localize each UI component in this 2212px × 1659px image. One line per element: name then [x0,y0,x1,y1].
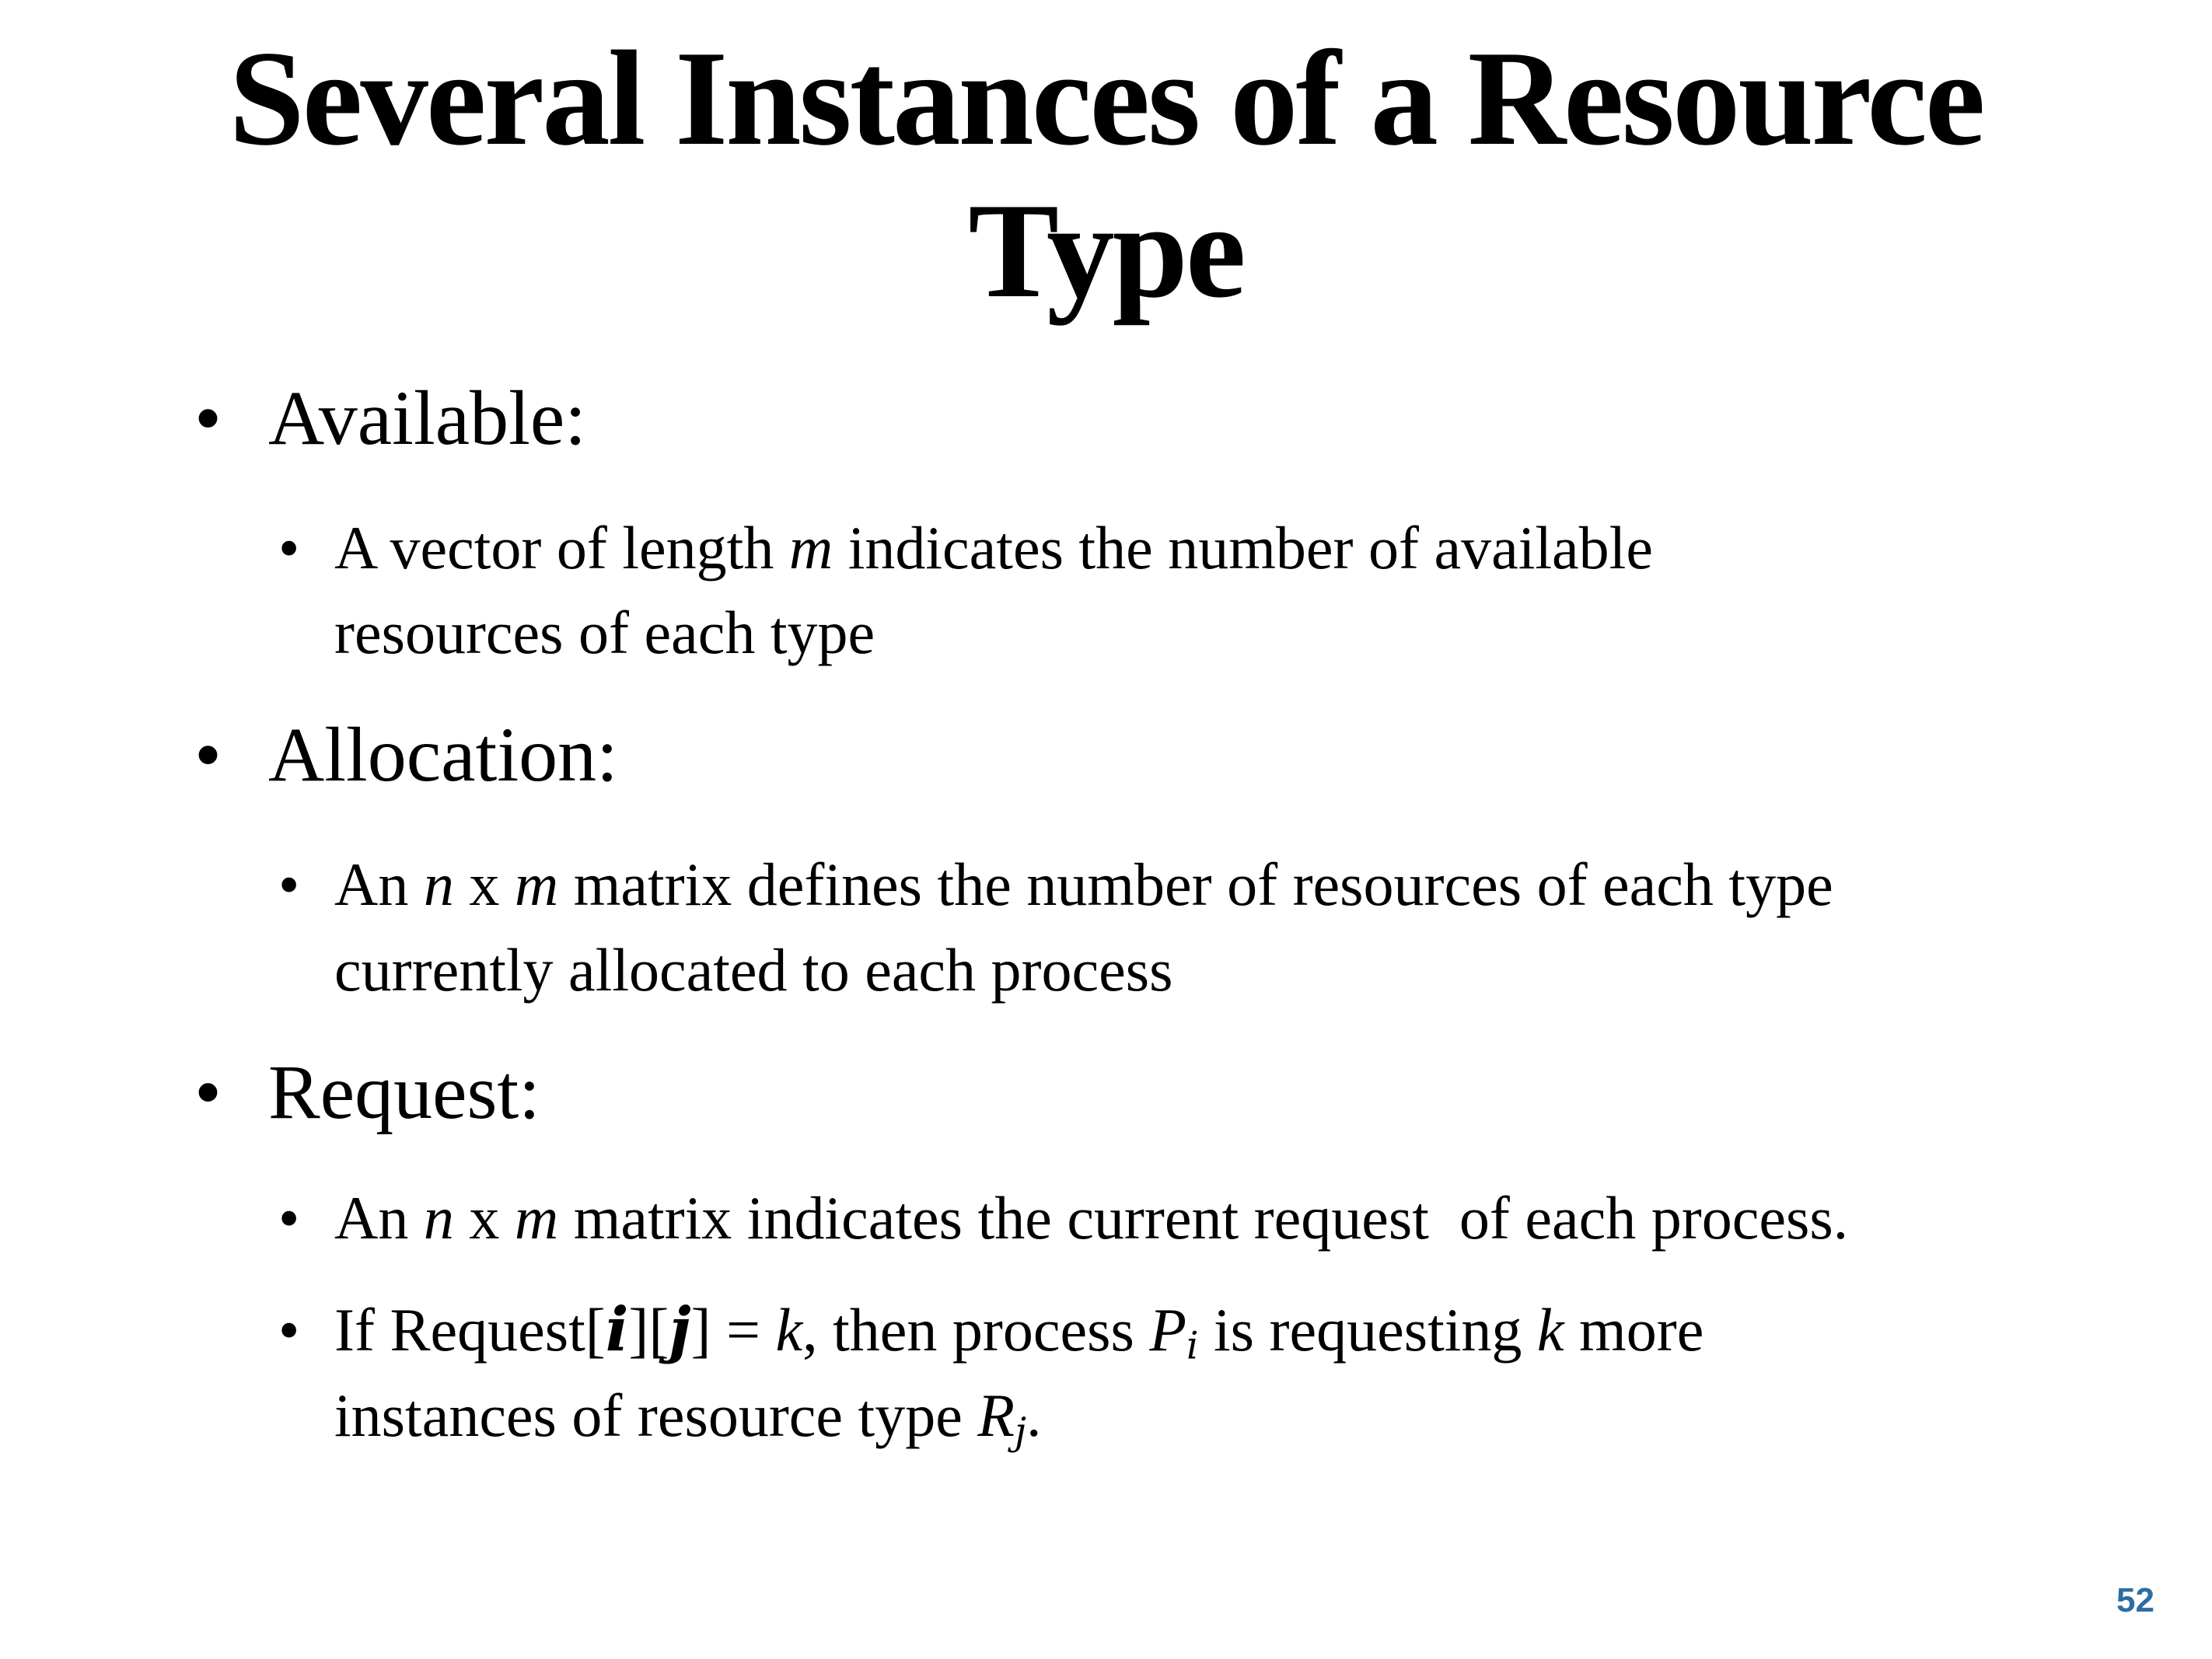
text-segment-italic: R [977,1381,1015,1450]
text-line [334,1287,2212,1373]
bullet-request [0,1047,2212,1137]
sub-bullet-available-text [334,505,2212,675]
text-segment-italic: k [1536,1295,1564,1364]
bullet-request-label: Request: [268,1048,540,1135]
bullet-available [0,373,2212,463]
text-segment-italic: n [423,850,454,919]
text-segment-italic: k [775,1295,803,1364]
bullet-allocation [0,710,2212,799]
text-segment: . [1026,1381,1042,1450]
text-line [334,505,2212,590]
text-segment: x [453,1183,515,1252]
sub-bullet-request-1-text [334,1175,2212,1260]
text-segment-italic: m [514,1183,559,1252]
bullet-available-label: Available: [268,375,587,461]
bullet-dot-icon: • [278,1295,300,1364]
text-segment: x [453,850,515,919]
text-line [334,1373,2212,1458]
page-number: 52 [2116,1581,2154,1619]
text-segment: indicates the number of available [833,514,1653,582]
text-segment: An [334,1183,424,1252]
bullet-dot-icon: • [278,514,300,582]
text-segment: ] = [690,1295,776,1364]
bullet-dot-icon: • [194,711,222,798]
bullet-dot-icon: • [194,375,222,461]
sub-bullet-available [0,505,2212,675]
text-segment-bold-italic: i [605,1294,629,1365]
text-line [334,1175,2212,1260]
title-line-2: Type [968,175,1244,326]
sub-bullet-request-1 [0,1175,2212,1260]
text-segment: ][ [628,1295,669,1364]
text-line [334,590,2212,675]
sub-bullet-request-2-text [334,1287,2212,1459]
sub-bullet-allocation [0,842,2212,1011]
text-segment-subscript: j [1015,1409,1026,1454]
text-line [334,842,2212,927]
title-line-1: Several Instances of a Resource [229,23,1983,173]
text-segment: matrix defines the number of resources of each type [558,850,1833,919]
bullet-dot-icon: • [278,850,300,919]
text-segment: An [334,850,424,919]
sub-bullet-request-2 [0,1287,2212,1459]
slide-title [0,0,2212,327]
text-segment-italic: P [1149,1295,1187,1364]
text-segment: , then process [802,1295,1150,1364]
text-segment: currently allocated to each process [334,935,1173,1004]
text-segment: more [1564,1295,1704,1364]
bullet-dot-icon: • [194,1048,222,1135]
text-segment-bold-italic: j [669,1294,691,1365]
text-segment: If Request[ [334,1295,606,1364]
text-segment-italic: n [423,1183,454,1252]
bullet-allocation-label: Allocation: [268,711,618,798]
text-segment: is requesting [1198,1295,1537,1364]
text-segment: matrix indicates the current request of each process. [558,1183,1849,1252]
text-line [334,927,2212,1012]
text-segment-subscript: i [1186,1324,1199,1368]
text-segment: instances of resource type [334,1381,978,1450]
text-segment-italic: m [514,850,559,919]
text-segment: A vector of length [334,514,789,582]
bullet-dot-icon: • [278,1183,300,1252]
sub-bullet-allocation-text [334,842,2212,1011]
text-segment-italic: m [788,514,833,582]
text-segment: resources of each type [334,599,875,667]
